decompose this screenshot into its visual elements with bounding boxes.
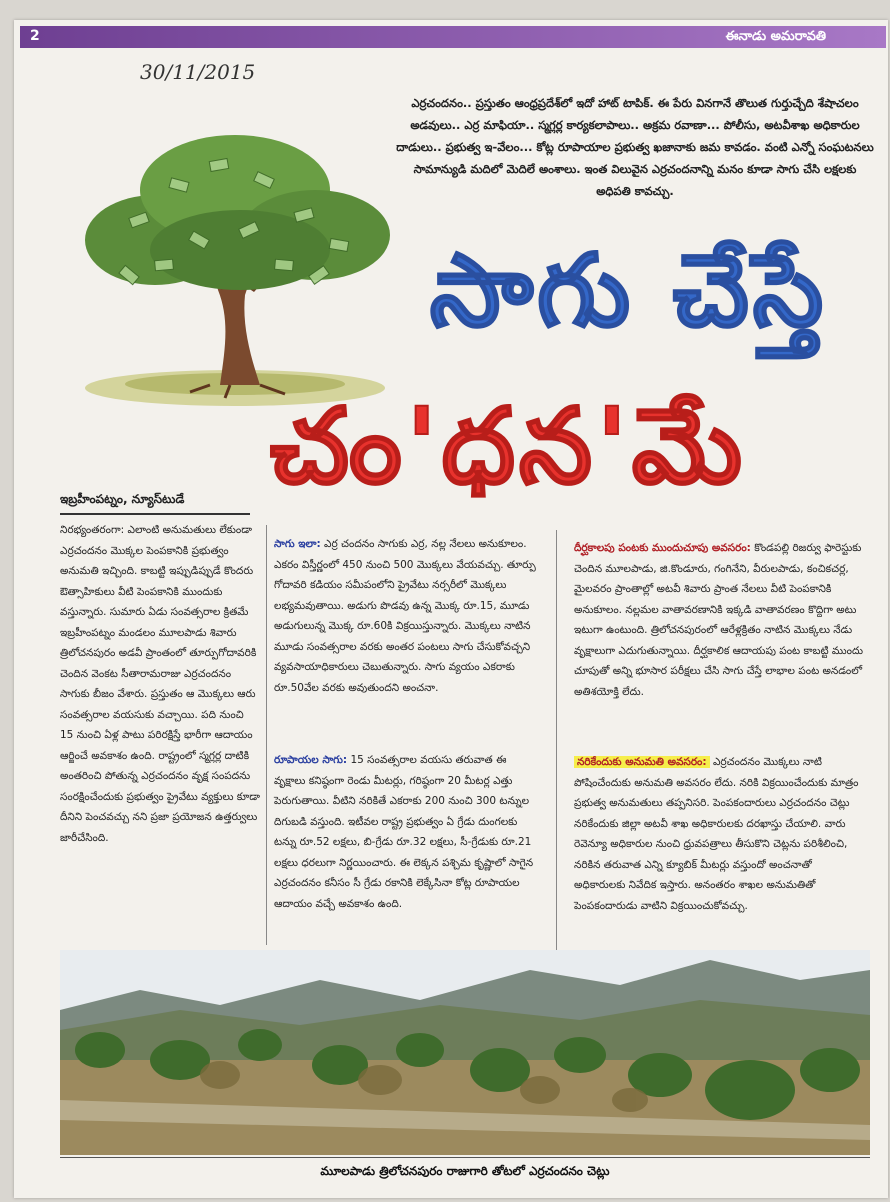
column-2b-text: 15 సంవత్సరాల వయసు తరువాత ఈ వృక్షాలు కనిష్ఠంగా రెండు మీటర్లు, గరిష్ఠంగా 20 మీటర్ల ఎత్తు పెరుగుతాయి. వీటిని నరికితే ఎకరాకు 200 నుంచి 300 టన్నుల దిగుబడి వస్తుంది. ఇటీవల రాష్ట్ర ప్రభుత్వం ఏ గ్రేడు దుంగలకు టన్ను రూ.52 లక్షలు, బి-గ్రేడు రూ.32 లక్షలు, సీ-గ్రేడుకు రూ.21 లక్షలు ధరలుగా నిర్ణయించారు. ఈ లెక్కన పశ్చిమ కృష్ణాలో సాగైన ఎర్రచందనం కనీసం సీ గ్రేడు రకానికి లెక్కేసినా కోట్ల రూపాయల ఆదాయం వచ్చే అవకాశం ఉంది. [274,754,534,910]
subhead-rupees: రూపాయల సాగు: [274,754,348,766]
page-header-bar [20,26,886,48]
page-number: 2 [30,28,40,44]
column-divider [266,525,267,945]
column-1-text: నిరభ్యంతరంగా: ఎలాంటి అనుమతులు లేకుండా ఎర్రచందనం మొక్కల పెంపకానికి ప్రభుత్వం అనుమతి ఇచ్చింది. కాబట్టి ఇప్పుడిప్పుడే కొందరు ఔత్సాహికులు వీటి పెంపకానికి ముందుకు వస్తున్నారు. సుమారు ఏడు సంవత్సరాల క్రితమే ఇబ్రహీంపట్నం మండలం మూలపాడు శివారు త్రిలోచనపురం అడవీ ప్రాంతంలో తూర్పుగోదావరికి చెందిన వెంకట సీతారామరాజు ఎర్రచందనం సాగుకు బీజం వేశారు. ప్రస్తుతం ఆ మొక్కలు ఆరు సంవత్సరాల వయసుకు వచ్చాయి. పది నుంచి 15 నుంచి ఏళ్ల పాటు పరిరక్షిస్తే భారీగా ఆదాయం ఆర్జించే అవకాశం ఉంది. రాష్ట్రంలో స్మగ్లర్ల దాటికి అంతరించి పోతున్న ఎర్రచందనం వృక్ష సంపదను సంరక్షించేందుకు ప్రభుత్వం ప్రైవేటు వ్యక్తులు కూడా దీనిని పెంచవచ్చు నని ప్రజా ప్రయోజన ఉత్తర్వులు జారీచేసింది. [60,524,261,844]
column-3b-text: ఎర్రచందనం మొక్కలు నాటి పోషించేందుకు అనుమతి అవసరం లేదు. నరికి విక్రయించేందుకు మాత్రం ప్రభుత్వ అనుమతులు తప్పనిసరి. పెంపకందారులు ఎర్రచందనం చెట్లు నరికేందుకు జిల్లా అటవీ శాఖ అధికారులకు దరఖాస్తు చేయాలి. వారు రెవెన్యూ అధికారుల నుంచి ధ్రువపత్రాలు తీసుకొని చెట్లను పరిశీలించి, నరికిన తరువాత ఎన్ని క్యూబిక్ మీటర్లు వస్తుందో అంచనాతో అధికారులకు నివేదిక ఇస్తారు. అనంతరం శాఖల అనుమతితో పెంపకందారుడు వాటిని విక్రయించుకోవచ్చు. [574,756,859,912]
column-divider [556,530,557,950]
subhead-cultivation: సాగు ఇలా: [274,538,321,550]
byline: ఇబ్రహీంపట్నం, న్యూస్‌టుడే [60,492,250,515]
handwritten-date: 30/11/2015 [140,60,256,84]
headline-line-1: సాగు చేస్తే [430,232,828,349]
article-column-3-top [574,538,864,702]
article-column-1 [60,520,260,848]
column-3a-text: కొండపల్లి రిజర్వు ఫారెస్టుకు చెందిన మూలపాడు, జి.కొండూరు, గంగినేని, వీరులపాడు, కంచికచర్ల, మైలవరం ప్రాంతాల్లో అటవీ శివారు ప్రాంత నేలలు వీటి పెంపకానికి అనుకూలం. నల్లమల వాతావరణానికి ఇక్కడి వాతావరణం కొద్దిగా అటు ఇటుగా ఉంటుంది. త్రిలోచనపురంలో ఆరేళ్లక్రితం నాటిన మొక్కలు నేడు వృక్షాలుగా ఎదుగుతున్నాయి. దీర్ఘకాలిక ఆదాయపు పంట కాబట్టి ముందు చూపుతో అన్ని భూసార పరీక్షలు చేసి సాగు చేస్తే లాభాల పంట అనడంలో అతిశయోక్తి లేదు. [574,542,864,698]
headline-line-2: చం'ధన'మే [270,385,746,507]
article-column-2-bottom [274,750,536,914]
column-2a-text: ఎర్ర చందనం సాగుకు ఎర్ర, నల్ల నేలలు అనుకూలం. ఎకరం విస్తీర్ణంలో 450 నుంచి 500 మొక్కలు వేయవచ్చు. తూర్పు గోదావరి కడియం సమీపంలోని ప్రైవేటు నర్సరీలో మొక్కలు లభ్యమవుతాయి. అడుగు పొడవు ఉన్న మొక్క రూ.15, మూడు అడుగులున్న మొక్క రూ.60కి విక్రయిస్తున్నారు. మొక్కలు నాటిన మూడు సంవత్సరాల వరకు అంతర పంటలు సాగు చేసుకోవచ్చని వ్యవసాయాధికారులు చెబుతున్నారు. సాగు వ్యయం ఎకరాకు రూ.50వేల వరకు అవుతుందని అంచనా. [274,538,536,694]
article-column-2-top [274,534,536,698]
money-tree-illustration [60,120,420,420]
tree-canopy [85,135,390,290]
article-column-3-bottom [574,752,864,916]
intro-paragraph: ఎర్రచందనం.. ప్రస్తుతం ఆంధ్రప్రదేశ్‌లో ఇదో హాట్ టాపిక్. ఈ పేరు వినగానే తొలుత గుర్తుచ్చేది శేషాచలం అడవులు.. ఎర్ర మాఫియా.. స్మగ్లర్ల కార్యకలాపాలు.. అక్రమ రవాణా... పోలీసు, అటవీశాఖ అధికారుల దాడులు.. ప్రభుత్వ ఇ-వేలం... కోట్ల రూపాయాల ప్రభుత్వ ఖజానాకు జమ కావడం. వంటి ఎన్నో సంఘటనలు సామాన్యుడి మదిలో మెదిలే అంశాలు. ఇంత విలువైన ఎర్రచందనాన్ని మనం కూడా సాగు చేసి లక్షలకు అధిపతి కావచ్చు. [396,96,874,198]
photo-caption: మూలపాడు త్రిలోచనపురం రాజుగారి తోటలో ఎర్రచందనం చెట్లు [60,1157,870,1188]
subhead-felling-permission: నరికేందుకు అనుమతి అవసరం: [574,756,710,768]
subhead-long-term: దీర్ఘకాలపు పంటకు ముందుచూపు అవసరం: [574,542,751,554]
red-sandalwood-plantation-photo [60,950,870,1155]
newspaper-name: ఈనాడు అమరావతి [725,29,826,44]
